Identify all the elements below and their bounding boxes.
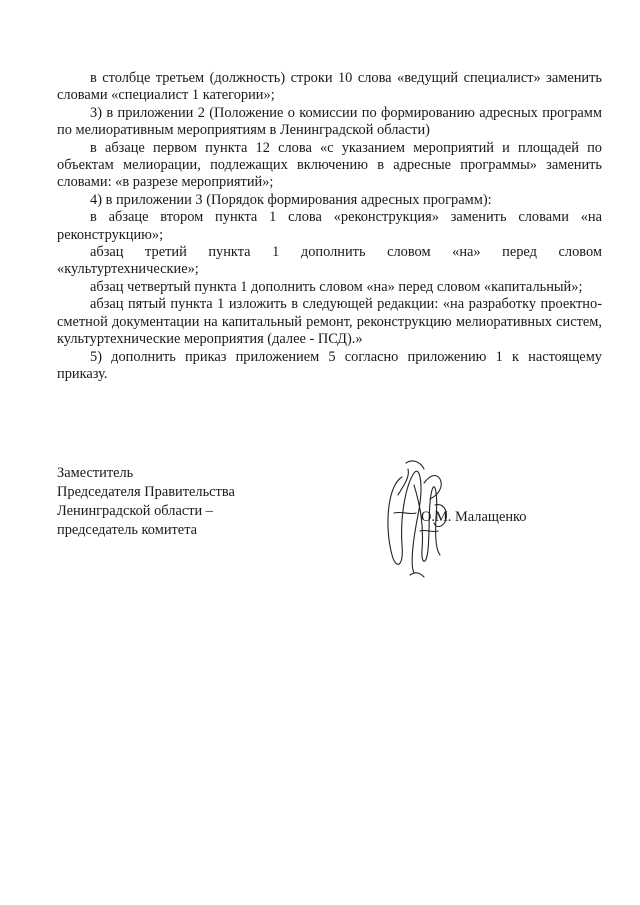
document-body <box>57 70 602 383</box>
signatory-name: О.М. Малащенко <box>421 509 527 525</box>
paragraph-point-12-change: в абзаце первом пункта 12 слова «с указанием мероприятий и площадей по объектам мелиорации, подлежащих включению в адресные программы» заменить словами: «в разрезе мероприятий»; <box>57 139 602 191</box>
signatory-position-line: Ленинградской области – <box>57 503 213 519</box>
paragraph-column-three-change: в столбце третьем (должность) строки 10 слова «ведущий специалист» заменить словами «специалист 1 категории»; <box>57 70 602 104</box>
signatory-position-line: Председателя Правительства <box>57 484 235 500</box>
paragraph-point-1-third-abzac: абзац третий пункта 1 дополнить словом «на» перед словом «культуртехнические»; <box>57 244 602 278</box>
paragraph-appendix-2-heading: 3) в приложении 2 (Положение о комиссии по формированию адресных программ по мелиоративным мероприятиям в Ленинградской области) <box>57 104 602 139</box>
paragraph-appendix-3-heading: 4) в приложении 3 (Порядок формирования адресных программ): <box>90 191 492 208</box>
paragraph-point-1-fifth-abzac: абзац пятый пункта 1 изложить в следующей редакции: «на разработку проектно-сметной документации на капитальный ремонт, реконструкцию мелиоративных систем, культуртехнические мероприятия (далее - ПСД).» <box>57 296 602 348</box>
paragraph-point-1-second-abzac: в абзаце втором пункта 1 слова «реконструкция» заменить словами «на реконструкцию»; <box>57 209 602 243</box>
signatory-position <box>57 464 235 540</box>
paragraph-point-1-fourth-abzac: абзац четвертый пункта 1 дополнить словом «на» перед словом «капитальный»; <box>90 278 583 295</box>
paragraph-appendix-5-addition: 5) дополнить приказ приложением 5 согласно приложению 1 к настоящему приказу. <box>57 348 602 382</box>
signatory-position-line: председатель комитета <box>57 522 198 538</box>
signatory-position-line: Заместитель <box>57 465 134 481</box>
